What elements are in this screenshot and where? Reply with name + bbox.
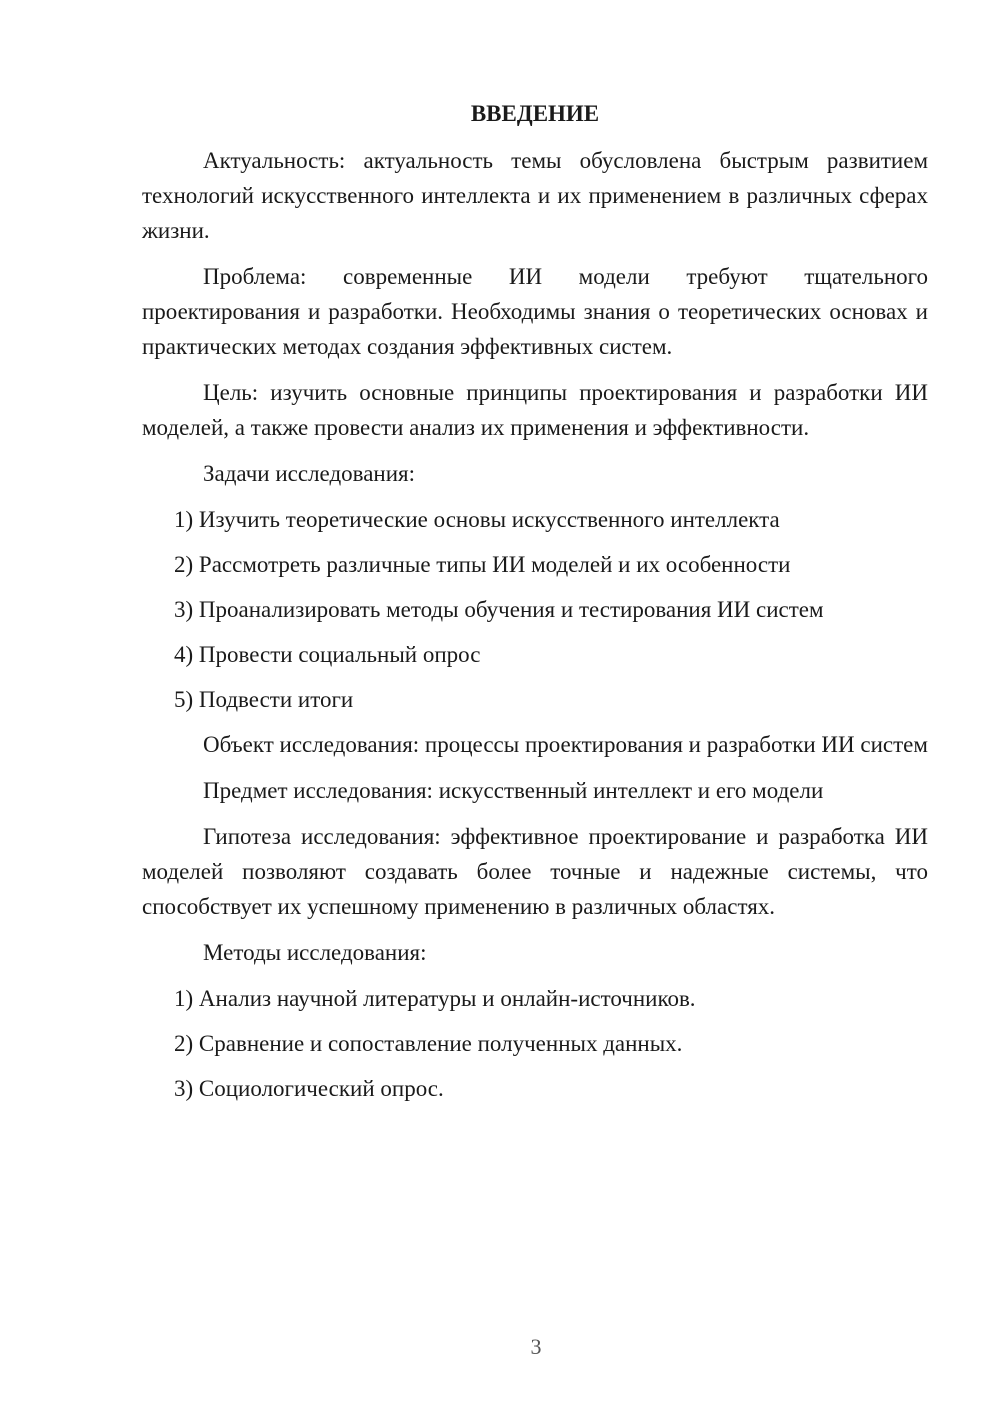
page-content — [142, 96, 928, 1116]
method-item: 2) Сравнение и сопоставление полученных данных. — [174, 1031, 683, 1056]
task-item: 2) Рассмотреть различные типы ИИ моделей и их особенности — [174, 552, 791, 577]
hypothesis-paragraph: Гипотеза исследования: эффективное проектирование и разработка ИИ моделей позволяют создавать более точные и надежные системы, что способствует их успешному применению в различных областях. — [142, 824, 928, 919]
tasks-title: Задачи исследования: — [203, 461, 416, 486]
section-heading: ВВЕДЕНИЕ — [470, 101, 600, 126]
task-item: 1) Изучить теоретические основы искусственного интеллекта — [174, 507, 780, 532]
page-number: 3 — [530, 1334, 542, 1359]
actuality-paragraph: Актуальность: актуальность темы обусловлена быстрым развитием технологий искусственного интеллекта и их применением в различных сферах жизни. — [142, 148, 928, 243]
task-item: 4) Провести социальный опрос — [174, 642, 481, 667]
subject-paragraph: Предмет исследования: искусственный интеллект и его модели — [203, 778, 824, 803]
method-item: 1) Анализ научной литературы и онлайн-источников. — [174, 986, 696, 1011]
methods-title: Методы исследования: — [203, 940, 427, 965]
problem-paragraph: Проблема: современные ИИ модели требуют тщательного проектирования и разработки. Необходимы знания о теоретических основах и практических методах создания эффективных систем. — [142, 264, 928, 359]
object-paragraph: Объект исследования: процессы проектирования и разработки ИИ систем — [203, 732, 928, 757]
method-item: 3) Социологический опрос. — [174, 1076, 444, 1101]
task-item: 3) Проанализировать методы обучения и тестирования ИИ систем — [174, 597, 824, 622]
task-item: 5) Подвести итоги — [174, 687, 354, 712]
goal-paragraph: Цель: изучить основные принципы проектирования и разработки ИИ моделей, а также провести анализ их применения и эффективности. — [142, 380, 928, 440]
